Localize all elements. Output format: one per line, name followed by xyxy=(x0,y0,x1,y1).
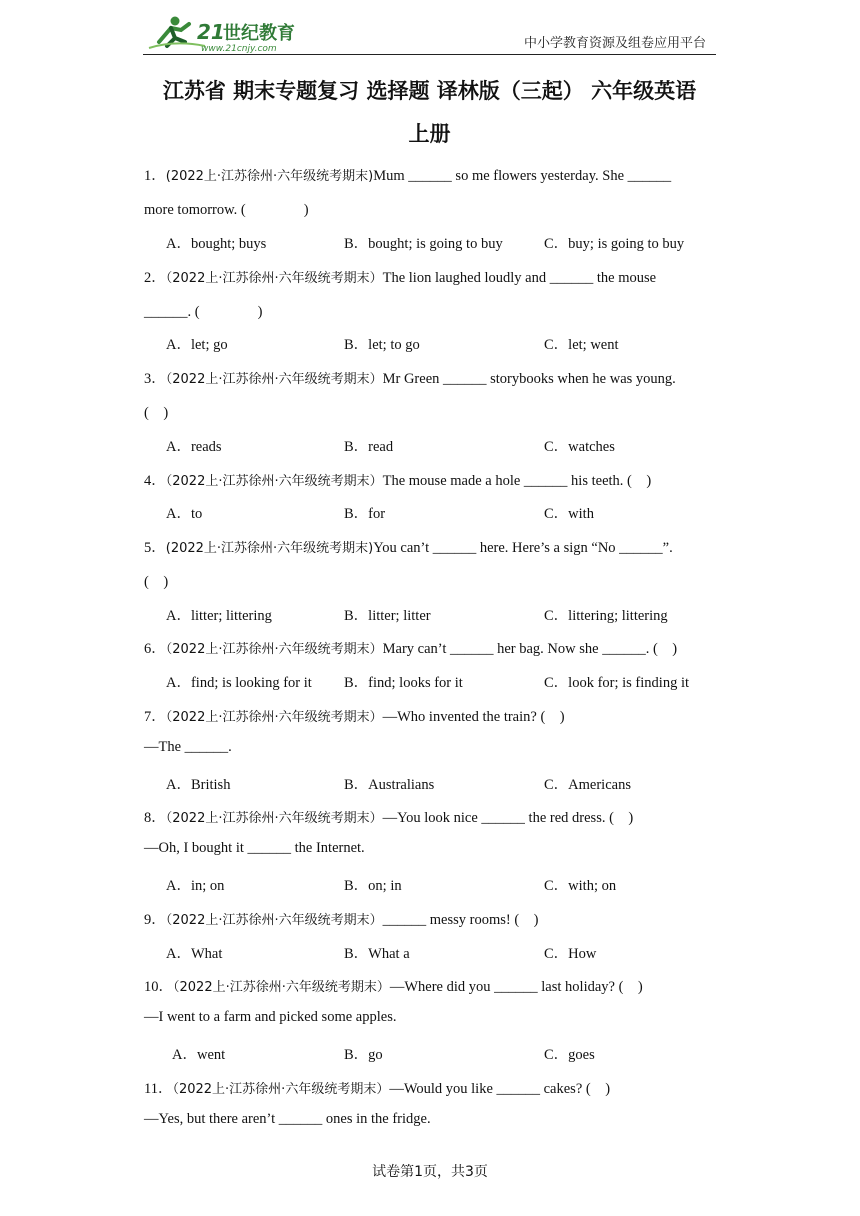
q2-option-c[interactable]: C．let; went xyxy=(544,337,619,353)
platform-name: 中小学教育资源及组卷应用平台 xyxy=(523,36,706,51)
question-7-cont: —The ______. xyxy=(144,739,232,755)
svg-text:世纪教育: 世纪教育 xyxy=(223,23,295,44)
q5-option-a[interactable]: A．litter; littering xyxy=(166,608,272,624)
q8-option-c[interactable]: C．with; on xyxy=(544,878,617,894)
logo-icon xyxy=(145,12,315,54)
q3-option-a[interactable]: A．reads xyxy=(166,439,222,455)
q7-option-c[interactable]: C．Americans xyxy=(544,777,631,793)
q9-option-c[interactable]: C．How xyxy=(544,946,597,962)
question-2: 2．（2022上·江苏徐州·六年级统考期末）The lion laughed loudly and ______ the mouse xyxy=(144,270,657,286)
question-2-cont: ______. ( ) xyxy=(144,304,263,320)
question-7: 7．（2022上·江苏徐州·六年级统考期末）—Who invented the train? ( ) xyxy=(144,709,565,725)
question-8-cont: —Oh, I bought it ______ the Internet. xyxy=(144,840,365,856)
q2-option-a[interactable]: A．let; go xyxy=(166,337,228,353)
q6-option-a[interactable]: A．find; is looking for it xyxy=(166,675,312,691)
q5-option-c[interactable]: C．littering; littering xyxy=(544,608,668,624)
q1-option-b[interactable]: B．bought; is going to buy xyxy=(344,236,503,252)
question-10: 10．（2022上·江苏徐州·六年级统考期末）—Where did you ______ last holiday? ( ) xyxy=(144,979,643,995)
q8-option-a[interactable]: A．in; on xyxy=(166,878,225,894)
q5-option-b[interactable]: B．litter; litter xyxy=(344,608,431,624)
q10-option-a[interactable]: A．went xyxy=(172,1047,226,1063)
q3-option-c[interactable]: C．watches xyxy=(544,439,615,455)
question-3: 3．（2022上·江苏徐州·六年级统考期末）Mr Green ______ storybooks when he was young. xyxy=(144,371,676,387)
q7-option-b[interactable]: B．Australians xyxy=(344,777,435,793)
page-footer: 试卷第1页，共3页 xyxy=(372,1164,488,1180)
q1-option-c[interactable]: C．buy; is going to buy xyxy=(544,236,685,252)
question-1: 1．(2022上·江苏徐州·六年级统考期末)Mum ______ so me flowers yesterday. She ______ xyxy=(144,168,672,184)
page-header xyxy=(143,12,716,55)
q1-option-a[interactable]: A．bought; buys xyxy=(166,236,267,252)
question-11-cont: —Yes, but there aren’t ______ ones in the fridge. xyxy=(144,1111,431,1127)
q9-option-b[interactable]: B．What a xyxy=(344,946,410,962)
q4-option-c[interactable]: C．with xyxy=(544,506,594,522)
question-5: 5．(2022上·江苏徐州·六年级统考期末)You can’t ______ here. Here’s a sign “No ______”. xyxy=(144,540,673,556)
q7-option-a[interactable]: A．British xyxy=(166,777,231,793)
question-8: 8．（2022上·江苏徐州·六年级统考期末）—You look nice ______ the red dress. ( ) xyxy=(144,810,634,826)
q3-option-b[interactable]: B．read xyxy=(344,439,394,455)
svg-text:www.21cnjy.com: www.21cnjy.com xyxy=(201,44,277,54)
question-10-cont: —I went to a farm and picked some apples. xyxy=(144,1009,397,1025)
q4-option-a[interactable]: A．to xyxy=(166,506,203,522)
q10-option-b[interactable]: B．go xyxy=(344,1047,383,1063)
q8-option-b[interactable]: B．on; in xyxy=(344,878,402,894)
question-4: 4．（2022上·江苏徐州·六年级统考期末）The mouse made a hole ______ his teeth. ( ) xyxy=(144,473,652,489)
page-title-continued: 上册 xyxy=(408,122,451,146)
svg-text:21: 21 xyxy=(197,20,225,44)
question-1-cont: more tomorrow. ( ) xyxy=(144,202,309,218)
question-6: 6．（2022上·江苏徐州·六年级统考期末）Mary can’t ______ her bag. Now she ______. ( ) xyxy=(144,641,678,657)
q10-option-c[interactable]: C．goes xyxy=(544,1047,595,1063)
q6-option-c[interactable]: C．look for; is finding it xyxy=(544,675,689,691)
question-11: 11．（2022上·江苏徐州·六年级统考期末）—Would you like ______ cakes? ( ) xyxy=(144,1081,611,1097)
q4-option-b[interactable]: B．for xyxy=(344,506,386,522)
q6-option-b[interactable]: B．find; looks for it xyxy=(344,675,463,691)
question-5-cont: ( ) xyxy=(144,574,169,590)
question-3-cont: ( ) xyxy=(144,405,169,421)
q9-option-a[interactable]: A．What xyxy=(166,946,223,962)
page-title: 江苏省 期末专题复习 选择题 译林版（三起） 六年级英语 xyxy=(162,79,697,103)
q2-option-b[interactable]: B．let; to go xyxy=(344,337,420,353)
question-9: 9．（2022上·江苏徐州·六年级统考期末）______ messy rooms! ( ) xyxy=(144,912,539,928)
